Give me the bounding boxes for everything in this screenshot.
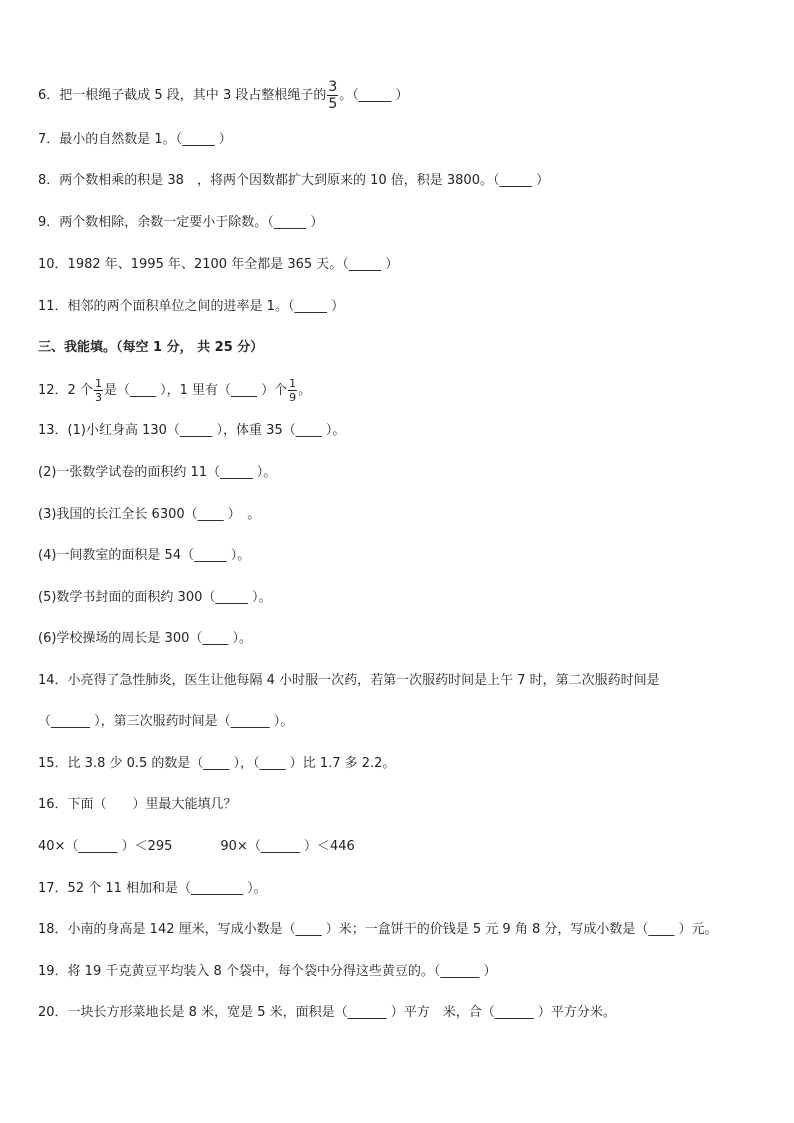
q12-text-b[interactable]: 是（____ ），1 里有（____ ）个 (103, 383, 288, 398)
fraction-denominator: 3 (94, 391, 102, 404)
question-13-part-1[interactable]: 13．(1)小红身高 130（_____ ），体重 35（____ ）。 (38, 423, 346, 438)
question-6 (38, 80, 408, 111)
fraction-3-5 (327, 80, 338, 111)
fraction-denominator: 9 (289, 391, 297, 404)
question-8: 8．两个数相乘的积是 38 ，将两个因数都扩大到原来的 10 倍，积是 3800。（_____ ） (38, 173, 550, 188)
q6-text: 6．把一根绳子截成 5 段，其中 3 段占整根绳子的 (38, 88, 327, 103)
question-13-part-2[interactable]: (2)一张数学试卷的面积约 11（_____ ）。 (38, 465, 277, 480)
fraction-numerator: 3 (328, 79, 338, 95)
question-11: 11．相邻的两个面积单位之间的进率是 1。（_____ ） (38, 299, 345, 314)
fraction-denominator: 5 (328, 96, 338, 112)
fraction-numerator: 1 (94, 377, 102, 390)
question-16: 16．下面（ ）里最大能填几？ (38, 797, 237, 812)
section-heading-fill-in: 三、我能填。（每空 1 分， 共 25 分） (38, 340, 264, 355)
question-15[interactable]: 15．比 3.8 少 0.5 的数是（____ ），（____ ）比 1.7 多 2.2。 (38, 756, 396, 771)
fraction-1-9 (288, 378, 297, 403)
q12-text-c: 。 (298, 383, 312, 398)
question-14-line-1: 14．小亮得了急性肺炎，医生让他每隔 4 小时服一次药，若第一次服药时间是上午 7 时，第二次服药时间是 (38, 673, 660, 688)
question-9: 9．两个数相除，余数一定要小于除数。（_____ ） (38, 215, 324, 230)
fraction-numerator: 1 (289, 377, 297, 390)
question-13-part-3[interactable]: (3)我国的长江全长 6300（____ ） 。 (38, 507, 261, 522)
question-14-line-2[interactable]: （______ ），第三次服药时间是（______ ）。 (38, 714, 294, 729)
q16-expression-2[interactable]: 90×（______ ）＜446 (220, 839, 355, 854)
question-12 (38, 378, 311, 403)
question-19[interactable]: 19．将 19 千克黄豆平均装入 8 个袋中，每个袋中分得这些黄豆的。（______ ） (38, 964, 497, 979)
question-16-expressions (38, 839, 355, 855)
q6-answer-blank[interactable]: 。（_____ ） (339, 88, 409, 103)
question-17[interactable]: 17．52 个 11 相加和是（________ ）。 (38, 881, 267, 896)
q12-text-a: 12．2 个 (38, 383, 93, 398)
question-20[interactable]: 20．一块长方形菜地长是 8 米，宽是 5 米，面积是（______ ）平方 米，合（______ ）平方分米。 (38, 1005, 616, 1020)
question-10: 10．1982 年、1995 年、2100 年全都是 365 天。（_____ ） (38, 257, 399, 272)
question-13-part-5[interactable]: (5)数学书封面的面积约 300（_____ ）。 (38, 590, 272, 605)
question-13-part-4[interactable]: (4)一间教室的面积是 54（_____ ）。 (38, 548, 251, 563)
question-13-part-6[interactable]: (6)学校操场的周长是 300（____ ）。 (38, 631, 252, 646)
q16-expression-1[interactable]: 40×（______ ）＜295 (38, 839, 173, 854)
question-7: 7．最小的自然数是 1。（_____ ） (38, 132, 232, 147)
fraction-1-3 (94, 378, 103, 403)
question-18[interactable]: 18．小南的身高是 142 厘米，写成小数是（____ ）米；一盒饼干的价钱是 5 元 9 角 8 分，写成小数是（____ ）元。 (38, 922, 718, 937)
